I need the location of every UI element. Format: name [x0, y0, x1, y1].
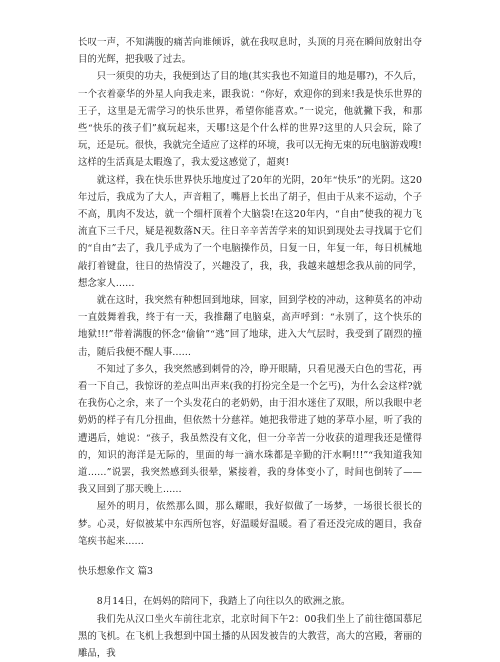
article-body	[78, 34, 422, 662]
paragraph-3: 就这样，我在快乐世界快乐地度过了20年的光阴，20年“快乐”的光阴。这20年过后，我成为了大人，声音粗了，嘴唇上长出了胡子，但由于从来不运动，个子不高，肌肉不发达，就一个细杆顶着个大脑袋!在这20年内，“自由”使我的视力飞流直下三千尺，疑是视数落N天。往日辛辛苦苦学来的知识到现处去寻找属于它们的“自由”去了，我几乎成为了一个电脑操作员，日复一日，年复一年，每日机械地敲打着键盘，往日的热情没了，兴趣没了，我，我，我越来越想念我从前的同学，想念家人……	[78, 172, 422, 292]
paragraph-8: 我们先从汉口坐火车前往北京，北京时间下午2：00我们坐上了前往德国慕尼黑的飞机。在飞机上我想到中国土播的从因发被告的大教营，高大的宫殿，奢丽的雕品，我	[78, 611, 422, 662]
paragraph-6: 屋外的明月，依然那么圆，那么耀眼，我好似做了一场梦，一场很长很长的梦。心灵，好似被某中东西所包容，好温暖好温暖。看了看还没完成的题目，我奋笔疾书起来……	[78, 498, 422, 550]
paragraph-5: 不知过了多久，我突然感到刺骨的冷，睁开眼睛，只看见漫天白色的雪花，再看一下自己，我惊讶的差点叫出声来(我的打扮完全是一个乞丐)，为什么会这样?就在我伤心之余，来了一个头发花白的老奶奶，由于泪水迷住了双眼，所以我眼中老奶奶的样子有几分扭曲，但依然十分慈祥。她把我带进了她的茅草小屋，听了我的遭遇后，她说：“孩子，我虽然没有文化，但一分辛苦一分收获的道理我还是懂得的，知识的海洋是无际的，里面的每一滴水珠都是辛勤的汗水啊!!!”“我知道我知道……”说罢，我突然感到头很晕，紧接着，我的身体变小了，时间也倒转了——我又回到了那天晚上……	[78, 361, 422, 499]
section-title: 快乐想象作文 篇3	[78, 563, 422, 580]
paragraph-1: 长叹一声，不知满腹的痛苦向谁倾诉，就在我叹息时，头顶的月亮在瞬间放射出夺目的光辉，把我吸了过去。	[78, 34, 422, 68]
paragraph-4: 就在这时，我突然有种想回到地球，回家，回到学校的冲动，这种莫名的冲动一直鼓舞着我，终于有一天，我推翻了电脑桌，高声呼到：“永别了，这个快乐的地狱!!!”带着满腹的怀念“偷偷”“逃”回了地球，进入大气层时，我受到了剧烈的撞击，随后我便不醒人事……	[78, 292, 422, 361]
paragraph-7: 8月14日，在妈妈的陪同下，我踏上了向往以久的欧洲之旅。	[78, 593, 422, 610]
paragraph-2: 只一须臾的功夫，我便到达了目的地(其实我也不知道目的地是哪?)，不久后，一个衣着豪华的外星人向我走来，跟我说：“你好，欢迎你的到来!我是快乐世界的王子，这里是无需学习的快乐世界，希望你能喜欢。”一说完，他就撇下我，和那些“快乐的孩子们”疯玩起来，天哪!这是个什么样的世界?这里的人只会玩，除了玩，还是玩。很快，我就完全适应了这样的环境，我可以无拘无束的玩电脑游戏嗖!这样的生活真是太暇逸了，我太爱这感觉了，超爽!	[78, 68, 422, 171]
